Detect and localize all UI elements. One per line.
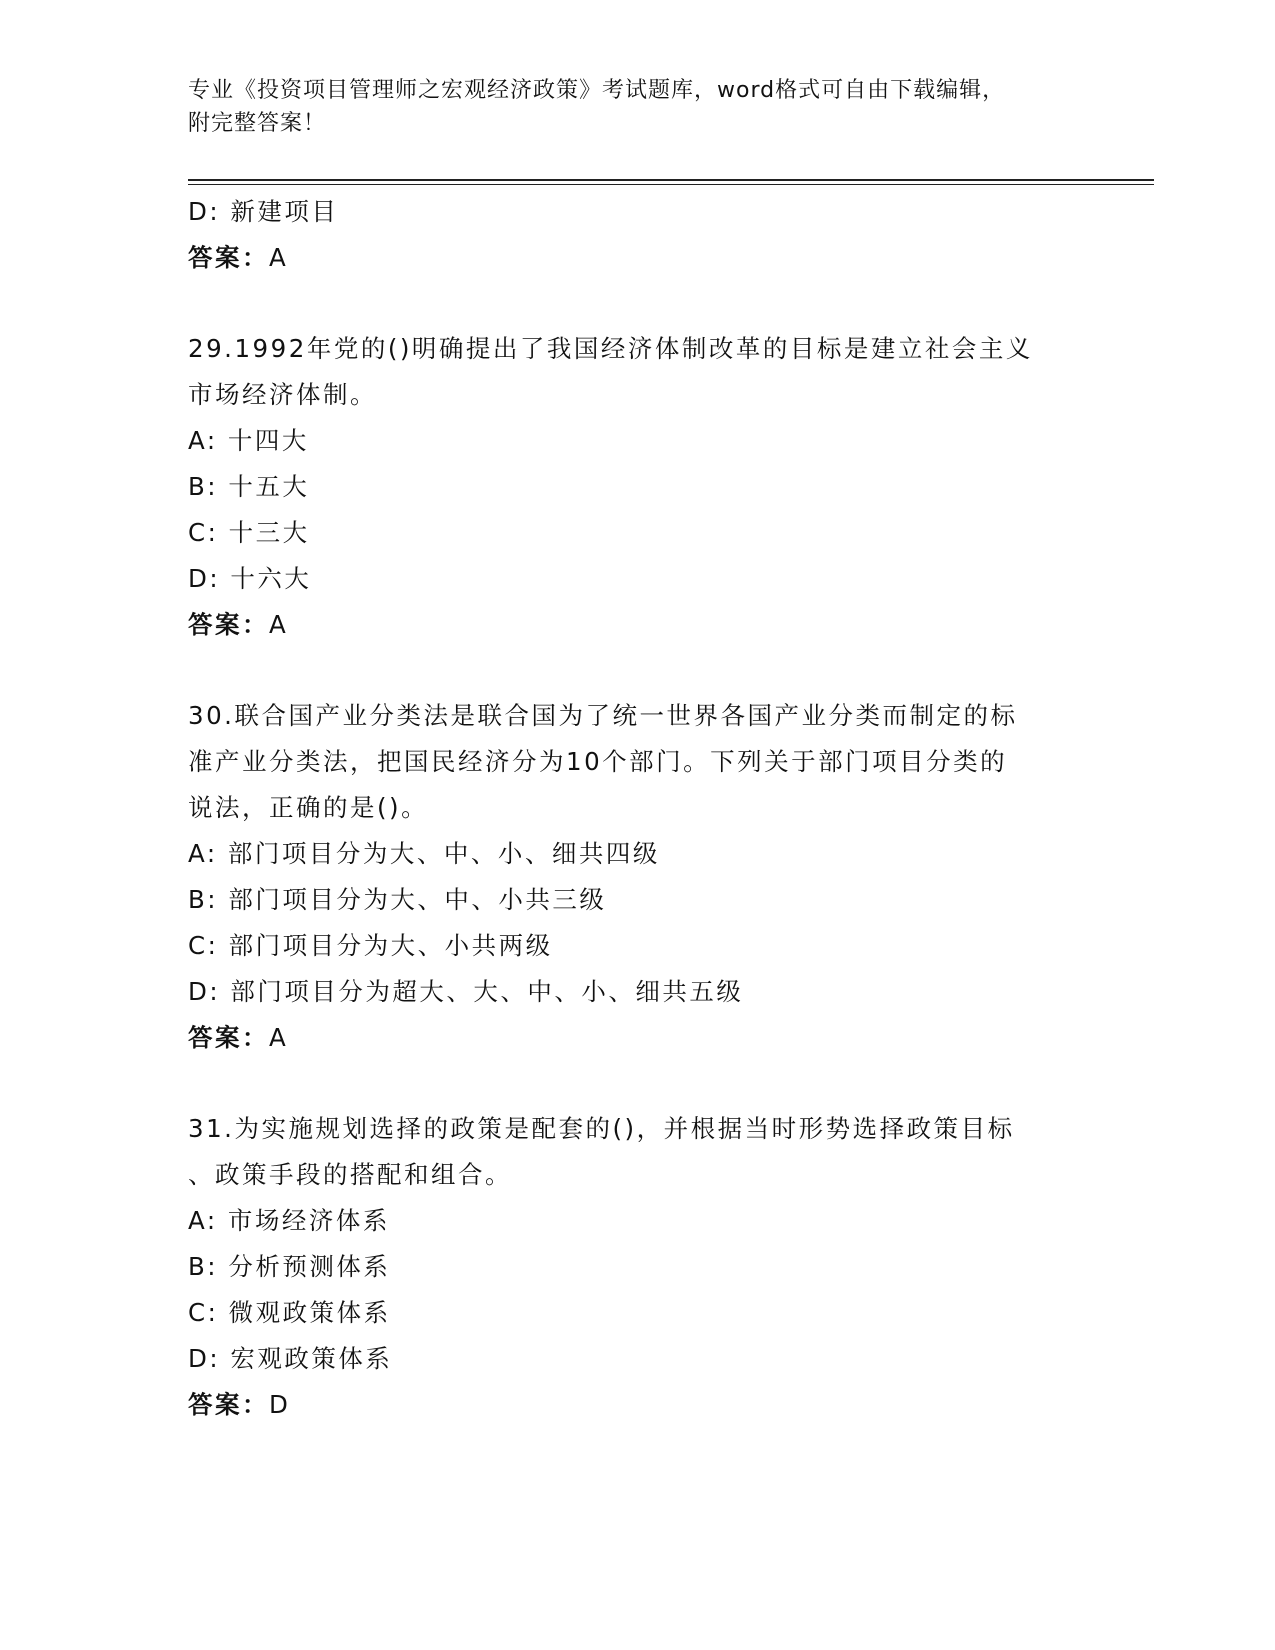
spacer — [188, 281, 1088, 326]
question-content — [188, 189, 1088, 1428]
option-c: C: 十三大 — [188, 518, 310, 547]
header-divider-thin — [188, 184, 1154, 185]
answer-label: 答案： — [188, 610, 269, 639]
option-b: B: 部门项目分为大、中、小共三级 — [188, 885, 607, 914]
answer-value: A — [269, 610, 289, 639]
question-29 — [188, 326, 1088, 648]
answer-value: D — [269, 1390, 291, 1419]
question-stem-line: 准产业分类法，把国民经济分为10个部门。下列关于部门项目分类的 — [188, 747, 1008, 776]
option-a: A: 十四大 — [188, 426, 309, 455]
option-a: A: 市场经济体系 — [188, 1206, 390, 1235]
header-line-1: 专业《投资项目管理师之宏观经济政策》考试题库，word格式可自由下载编辑， — [188, 78, 1006, 103]
answer-label: 答案： — [188, 1390, 269, 1419]
answer-value: A — [269, 243, 289, 272]
header-divider-thick — [188, 179, 1154, 181]
option-b: B: 分析预测体系 — [188, 1252, 391, 1281]
option-d: D: 宏观政策体系 — [188, 1344, 393, 1373]
prev-answer — [188, 235, 1088, 281]
spacer — [188, 648, 1088, 693]
answer — [188, 1015, 1088, 1061]
spacer — [188, 1061, 1088, 1106]
answer — [188, 1382, 1088, 1428]
question-stem-line: 30.联合国产业分类法是联合国为了统一世界各国产业分类而制定的标 — [188, 701, 1018, 730]
option-c: C: 部门项目分为大、小共两级 — [188, 931, 553, 960]
answer-value: A — [269, 1023, 289, 1052]
question-30 — [188, 693, 1088, 1061]
answer-label: 答案： — [188, 1023, 269, 1052]
question-31 — [188, 1106, 1088, 1428]
page-header — [188, 74, 1088, 140]
answer — [188, 602, 1088, 648]
option-a: A: 部门项目分为大、中、小、细共四级 — [188, 839, 660, 868]
question-stem-line: 、政策手段的搭配和组合。 — [188, 1160, 512, 1189]
answer-label: 答案： — [188, 243, 269, 272]
option-b: B: 十五大 — [188, 472, 310, 501]
option-d: D: 十六大 — [188, 564, 312, 593]
question-stem-line: 说法，正确的是()。 — [188, 793, 429, 822]
question-stem-line: 29.1992年党的()明确提出了我国经济体制改革的目标是建立社会主义 — [188, 334, 1033, 363]
prev-option-d: D: 新建项目 — [188, 197, 339, 226]
option-c: C: 微观政策体系 — [188, 1298, 391, 1327]
question-stem-line: 市场经济体制。 — [188, 380, 377, 409]
question-stem-line: 31.为实施规划选择的政策是配套的()，并根据当时形势选择政策目标 — [188, 1114, 1015, 1143]
header-line-2: 附完整答案！ — [188, 111, 327, 136]
option-d: D: 部门项目分为超大、大、中、小、细共五级 — [188, 977, 744, 1006]
